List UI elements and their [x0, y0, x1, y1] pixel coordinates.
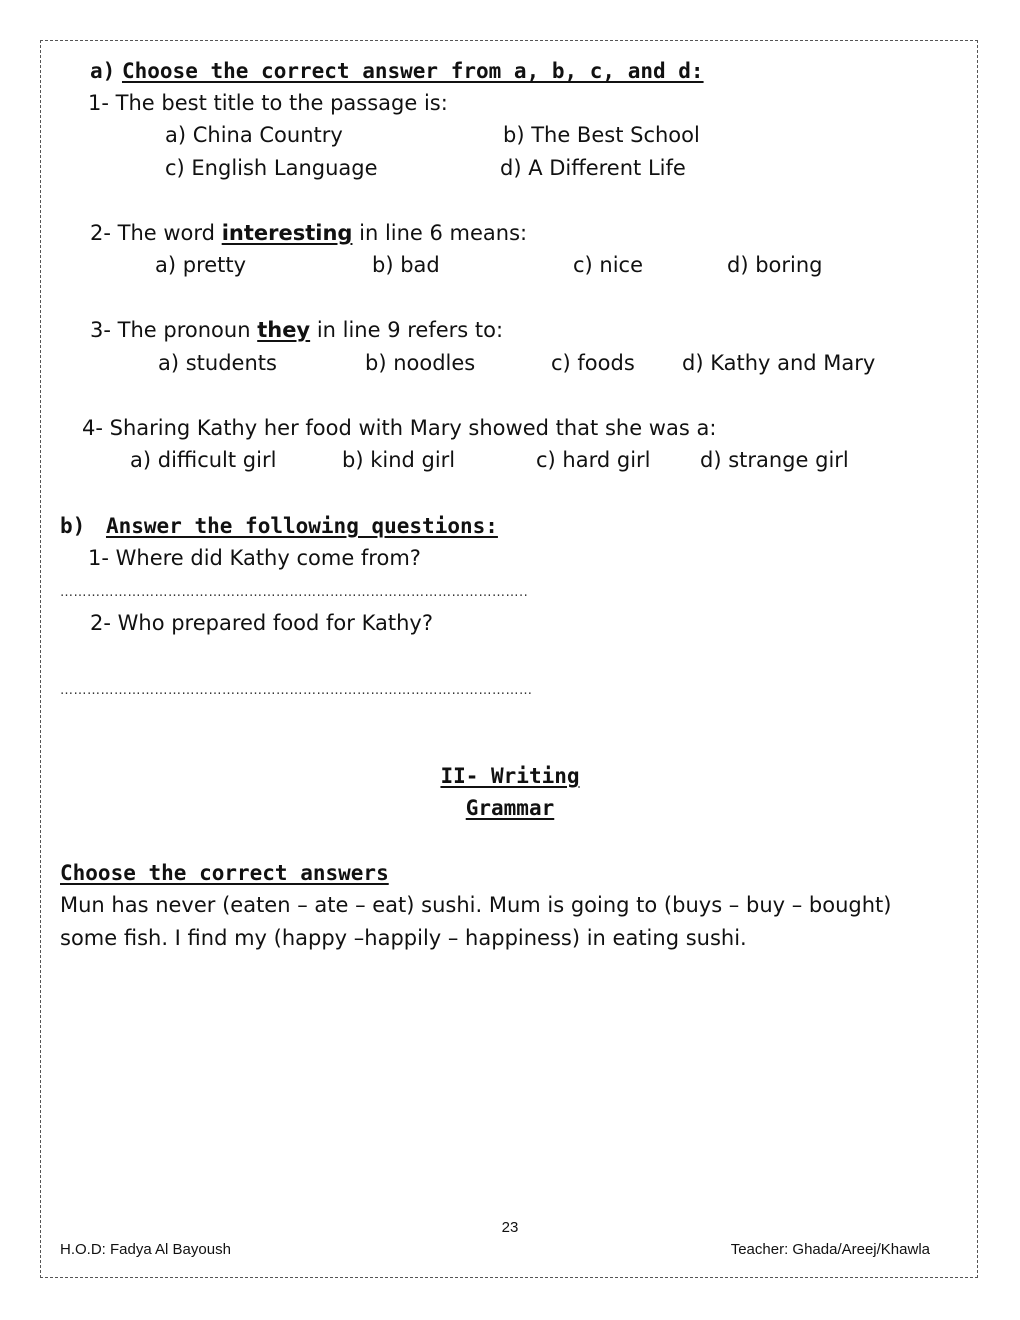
part-a-instruction: Choose the correct answer from a, b, c, and d:	[121, 59, 704, 83]
question-keyword: they	[257, 318, 311, 342]
q3-option-d: d) Kathy and Mary	[682, 351, 876, 375]
question-text-pre: The pronoun	[117, 318, 251, 342]
part-a-heading	[90, 58, 704, 84]
q2-option-d: d) boring	[727, 253, 823, 277]
q4-option-c: c) hard girl	[536, 448, 651, 472]
question-text: Sharing Kathy her food with Mary showed that she was a:	[109, 416, 717, 440]
part-b-question-2: 2- Who prepared food for Kathy?	[90, 611, 433, 635]
question-1	[88, 90, 448, 116]
question-number: 1-	[88, 91, 109, 115]
question-4	[82, 415, 716, 441]
q2-option-c: c) nice	[573, 253, 644, 277]
grammar-sentence-line-2: some fish. I find my (happy –happily – happiness) in eating sushi.	[60, 926, 747, 950]
grammar-subtitle: Grammar	[465, 796, 555, 820]
answer-line-1[interactable]: …………………………………………………………………………………………..	[60, 585, 529, 600]
question-number: 2-	[90, 221, 111, 245]
q4-option-a: a) difficult girl	[130, 448, 277, 472]
part-b-question-1: 1- Where did Kathy come from?	[88, 546, 421, 570]
q1-option-b: b) The Best School	[503, 123, 700, 147]
question-text-pre: The word	[117, 221, 215, 245]
question-text: The best title to the passage is:	[115, 91, 448, 115]
q4-option-d: d) strange girl	[700, 448, 849, 472]
q3-option-a: a) students	[158, 351, 277, 375]
question-2	[90, 220, 527, 246]
q2-option-a: a) pretty	[155, 253, 247, 277]
part-a-label: a)	[90, 59, 116, 83]
answer-line-2[interactable]: ……………………………………………………………………………………………	[60, 683, 533, 698]
question-number: 4-	[82, 416, 103, 440]
question-text-post: in line 6 means:	[359, 221, 528, 245]
part-b-heading	[60, 513, 498, 539]
q1-option-d: d) A Different Life	[500, 156, 686, 180]
page-number: 23	[501, 1219, 519, 1236]
q4-option-b: b) kind girl	[342, 448, 456, 472]
part-b-instruction: Answer the following questions:	[105, 514, 498, 538]
question-3	[90, 317, 503, 343]
q3-option-c: c) foods	[551, 351, 635, 375]
q3-option-b: b) noodles	[365, 351, 476, 375]
grammar-instruction: Choose the correct answers	[60, 861, 389, 885]
question-text-post: in line 9 refers to:	[316, 318, 504, 342]
footer-teacher: Teacher: Ghada/Areej/Khawla	[730, 1241, 930, 1258]
question-number: 3-	[90, 318, 111, 342]
q2-option-b: b) bad	[372, 253, 440, 277]
q1-option-c: c) English Language	[165, 156, 378, 180]
writing-section-title: II- Writing	[440, 764, 580, 788]
question-keyword: interesting	[221, 221, 353, 245]
grammar-sentence-line-1: Mun has never (eaten – ate – eat) sushi. Mum is going to (buys – buy – bought)	[60, 893, 892, 917]
part-b-label: b)	[60, 514, 86, 538]
q1-option-a: a) China Country	[165, 123, 343, 147]
footer-hod: H.O.D: Fadya Al Bayoush	[60, 1241, 231, 1258]
